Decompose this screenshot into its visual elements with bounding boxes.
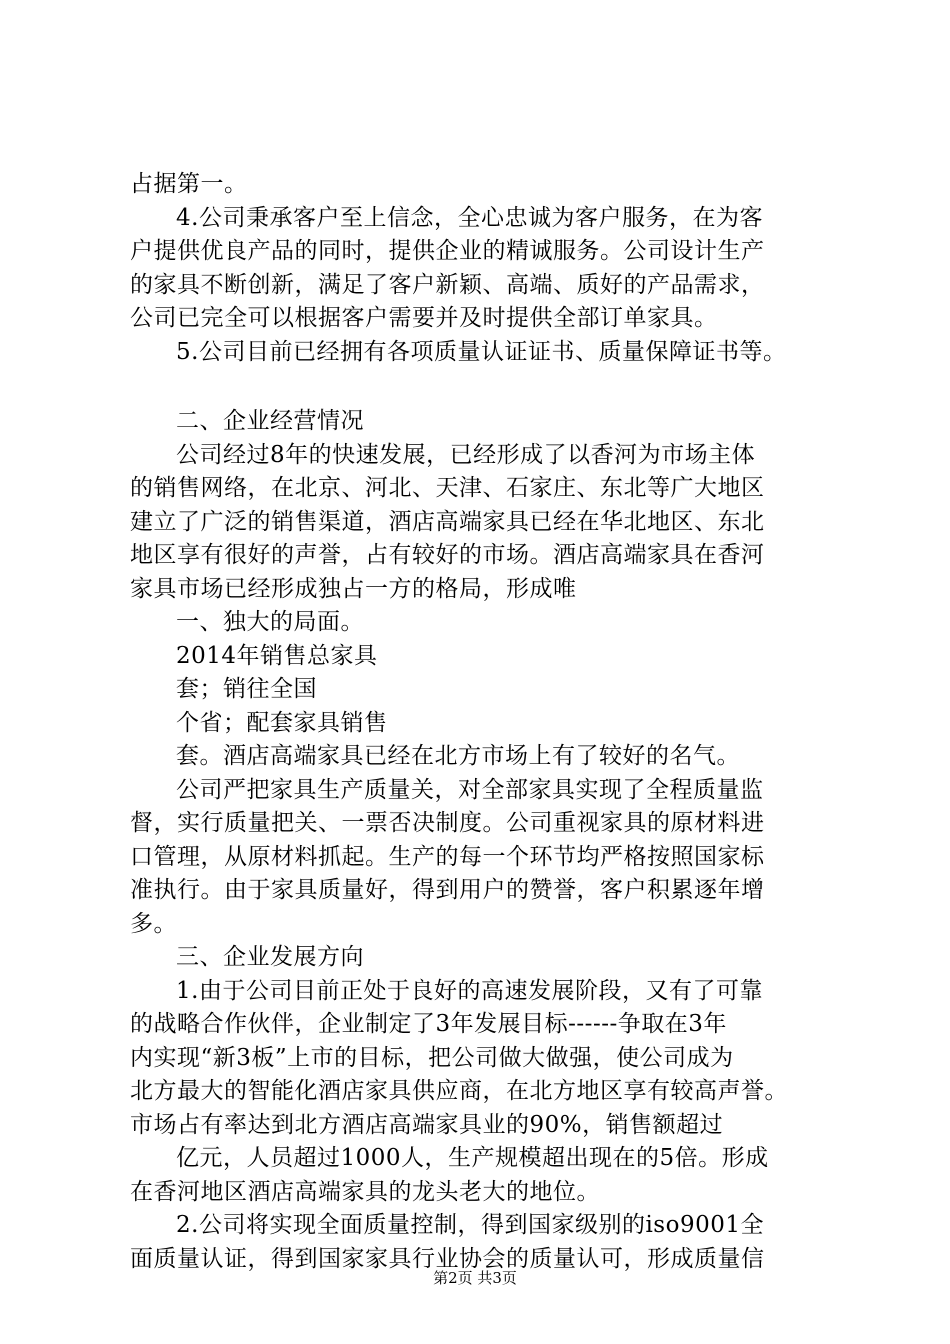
text-line: 一、独大的局面。 xyxy=(176,609,364,635)
text-line: 公司严把家具生产质量关，对全部家具实现了全程质量监 xyxy=(176,776,764,803)
text-line: 的战略合作伙伴，企业制定了3年发展目标------争取在3年 xyxy=(130,1011,727,1037)
text-line: 面质量认证，得到国家家具行业协会的质量认可，形成质量信 xyxy=(130,1245,765,1272)
text-line: 督，实行质量把关、一票否决制度。公司重视家具的原材料进 xyxy=(130,810,765,836)
page-footer: 第2页 共3页 xyxy=(433,1269,517,1287)
text-line: 套。酒店高端家具已经在北方市场上有了较好的名气。 xyxy=(176,743,740,769)
text-line: 公司经过8年的快速发展，已经形成了以香河为市场主体 xyxy=(176,441,756,468)
text-line: 的家具不断创新，满足了客户新颖、高端、质好的产品需求， xyxy=(130,271,765,298)
text-line: 北方最大的智能化酒店家具供应商，在北方地区享有较高声誉。 xyxy=(130,1078,788,1104)
text-line: 户提供优良产品的同时，提供企业的精诚服务。公司设计生产 xyxy=(130,238,765,264)
text-line: 公司已完全可以根据客户需要并及时提供全部订单家具。 xyxy=(130,305,718,331)
text-line: 2.公司将实现全面质量控制，得到国家级别的iso9001全 xyxy=(176,1212,764,1238)
text-line: 建立了广泛的销售渠道，酒店高端家具已经在华北地区、东北 xyxy=(130,508,765,535)
text-line: 地区享有很好的声誉，占有较好的市场。酒店高端家具在香河 xyxy=(130,542,765,568)
text-line: 准执行。由于家具质量好，得到用户的赞誉，客户积累逐年增 xyxy=(130,877,765,903)
text-line: 在香河地区酒店高端家具的龙头老大的地位。 xyxy=(130,1178,600,1205)
text-line: 口管理，从原材料抓起。生产的每一个环节均严格按照国家标 xyxy=(130,843,765,870)
text-line: 占据第一。 xyxy=(130,171,248,197)
text-line: 亿元，人员超过1000人，生产规模超出现在的5倍。形成 xyxy=(176,1145,769,1171)
text-line: 的销售网络，在北京、河北、天津、石家庄、东北等广大地区 xyxy=(130,475,765,501)
text-line: 1.由于公司目前正处于良好的高速发展阶段，又有了可靠 xyxy=(176,977,763,1004)
text-line: 多。 xyxy=(130,910,177,937)
text-line: 二、企业经营情况 xyxy=(176,408,364,434)
text-line: 4.公司秉承客户至上信念，全心忠诚为客户服务，在为客 xyxy=(176,204,763,231)
text-line: 家具市场已经形成独占一方的格局，形成唯 xyxy=(130,575,577,602)
document-body xyxy=(130,168,850,1276)
text-line: 内实现“新3板”上市的目标，把公司做大做强，使公司成为 xyxy=(130,1044,734,1071)
text-line: 市场占有率达到北方酒店高端家具业的90%，销售额超过 xyxy=(130,1111,724,1138)
text-line: 三、企业发展方向 xyxy=(176,944,364,970)
text-line: 套；销往全国 xyxy=(176,676,317,702)
blank-line xyxy=(130,369,850,405)
text-line: 2014年销售总家具 xyxy=(176,642,378,669)
text-line: 5.公司目前已经拥有各项质量认证证书、质量保障证书等。 xyxy=(176,338,787,365)
text-line: 个省；配套家具销售 xyxy=(176,709,388,736)
